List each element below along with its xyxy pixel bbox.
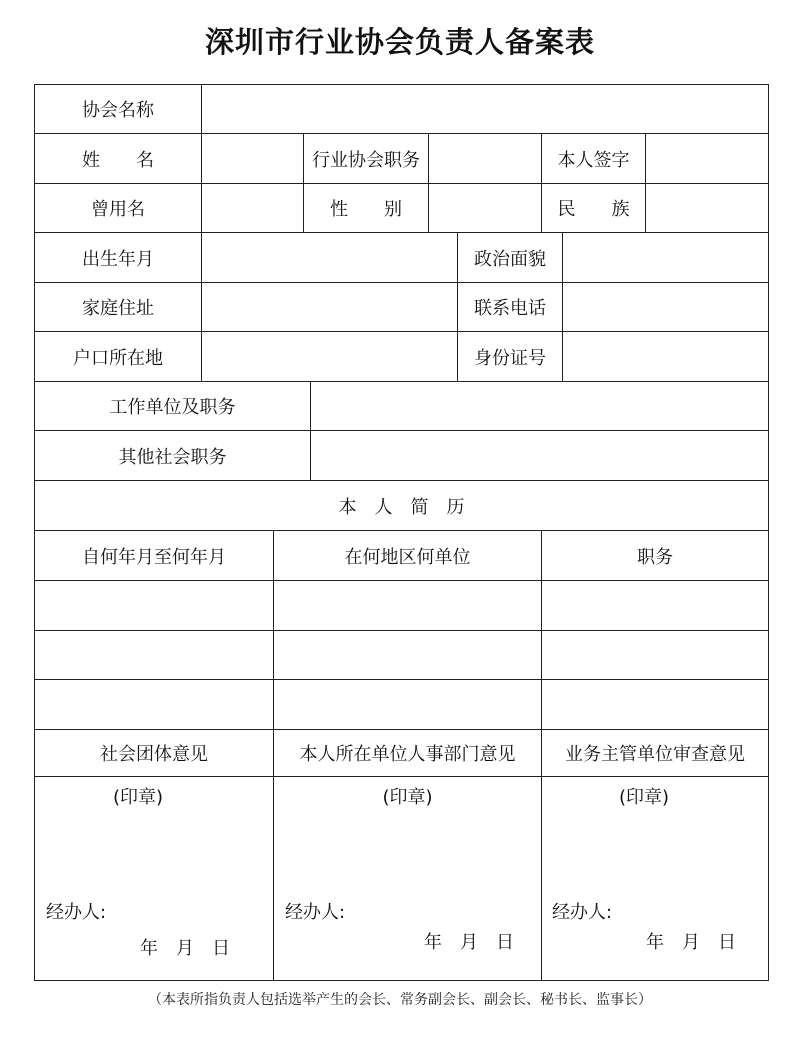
page-title: 深圳市行业协会负责人备案表 [204, 25, 595, 59]
seal-label-3: (印章) [618, 787, 670, 808]
input-hukou[interactable] [202, 332, 457, 381]
input-workplace-position[interactable] [311, 382, 768, 430]
handler-label-3: 经办人: [552, 902, 613, 923]
opinion-header-supervisor: 业务主管单位审查意见 [565, 744, 745, 765]
resume-row-2-period[interactable] [35, 631, 273, 679]
input-political-status[interactable] [563, 233, 768, 282]
input-former-name[interactable] [202, 184, 303, 232]
input-id-number[interactable] [563, 332, 768, 381]
opinion-header-social-group: 社会团体意见 [100, 744, 208, 765]
input-ethnicity[interactable] [646, 184, 768, 232]
resume-row-1-place[interactable] [274, 581, 541, 630]
label-phone: 联系电话 [474, 298, 546, 319]
opinion-header-hr-department: 本人所在单位人事部门意见 [299, 744, 516, 765]
input-signature[interactable] [646, 134, 768, 183]
resume-row-3-position[interactable] [542, 680, 768, 729]
resume-col-position: 职务 [637, 546, 673, 568]
label-workplace-position: 工作单位及职务 [109, 397, 236, 418]
resume-row-2-position[interactable] [542, 631, 768, 679]
input-industry-position[interactable] [429, 134, 541, 183]
handler-label-2: 经办人: [285, 902, 346, 923]
input-birth[interactable] [202, 233, 457, 282]
label-ethnicity: 民 族 [557, 199, 630, 220]
input-gender[interactable] [429, 184, 541, 232]
label-former-name: 曾用名 [91, 199, 145, 220]
input-name[interactable] [202, 134, 303, 183]
seal-label-2: (印章) [382, 787, 433, 808]
resume-row-2-place[interactable] [274, 631, 541, 679]
input-association-name[interactable] [202, 85, 768, 133]
label-birth: 出生年月 [82, 248, 154, 270]
footnote: （本表所指负责人包括选举产生的会长、常务副会长、副会长、秘书长、监事长） [148, 992, 652, 1008]
date-label-2: 年 月 日 [424, 932, 514, 953]
resume-col-period: 自何年月至何年月 [82, 546, 226, 568]
label-gender: 性 别 [330, 199, 402, 220]
date-label-1: 年 月 日 [140, 938, 230, 959]
handler-label-1: 经办人: [46, 902, 107, 923]
label-political-status: 政治面貌 [474, 248, 546, 270]
input-home-address[interactable] [202, 283, 457, 331]
label-name: 姓 名 [82, 149, 154, 171]
date-label-3: 年 月 日 [646, 932, 736, 953]
resume-row-3-place[interactable] [274, 680, 541, 729]
resume-row-1-period[interactable] [35, 581, 273, 630]
resume-row-1-position[interactable] [542, 581, 768, 630]
resume-col-place: 在何地区何单位 [344, 546, 471, 568]
seal-label-1: (印章) [112, 787, 164, 808]
label-signature: 本人签字 [557, 149, 630, 171]
label-hukou: 户口所在地 [73, 347, 163, 369]
label-industry-position: 行业协会职务 [312, 149, 420, 171]
resume-row-3-period[interactable] [35, 680, 273, 729]
input-phone[interactable] [563, 283, 768, 331]
label-association-name: 协会名称 [82, 100, 154, 121]
resume-heading: 本 人 简 历 [338, 496, 465, 518]
label-home-address: 家庭住址 [82, 298, 154, 319]
label-other-social-positions: 其他社会职务 [118, 446, 227, 468]
input-other-social-positions[interactable] [311, 431, 768, 480]
label-id-number: 身份证号 [474, 347, 546, 369]
